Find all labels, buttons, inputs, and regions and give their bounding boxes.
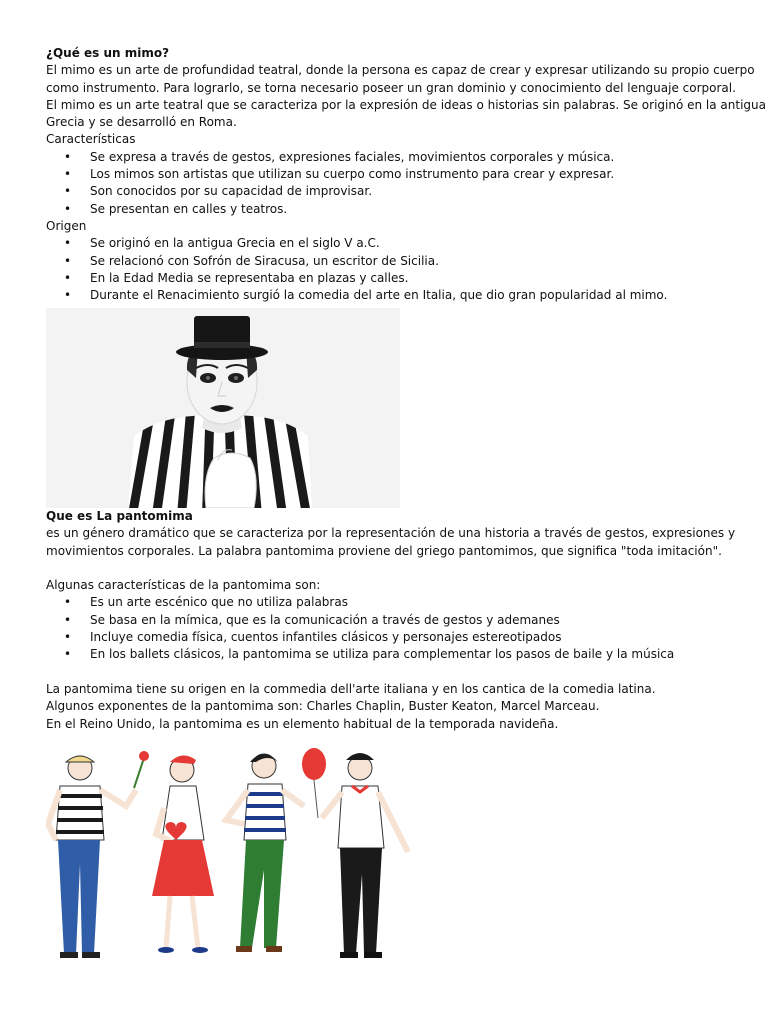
mime-origin-list — [46, 235, 726, 304]
bullet-icon: • — [64, 270, 72, 285]
mime-title: ¿Qué es un mimo? — [46, 46, 170, 60]
list-item: • En los ballets clásicos, la pantomima se utiliza para complementar los pasos de baile y la música — [46, 646, 726, 663]
pantomime-section — [46, 508, 736, 733]
mime-paragraph-line: Grecia y se desarrolló en Roma. — [46, 115, 237, 130]
pantomime-characteristics-intro: Algunas características de la pantomima son: — [46, 578, 321, 593]
cartoon-mimes-group-icon — [46, 744, 418, 970]
origin-heading: Origen — [46, 218, 87, 233]
bullet-icon: • — [64, 184, 72, 199]
bullet-icon: • — [64, 167, 72, 182]
pantomime-closing-line: La pantomima tiene su origen en la commedia dell'arte italiana y en los cantica de la comedia latina. — [46, 681, 656, 696]
pantomime-definition-line: es un género dramático que se caracteriza por la representación de una historia a través de gestos, expresiones y — [46, 526, 736, 541]
pantomime-closing-line: En el Reino Unido, la pantomima es un elemento habitual de la temporada navideña. — [46, 716, 559, 731]
spacer — [46, 664, 726, 681]
mime-paragraph-line: El mimo es un arte de profundidad teatral, donde la persona es capaz de crear y expresar utilizando su propio cuerpo — [46, 63, 755, 78]
cartoon-mimes-image — [46, 744, 418, 970]
mime-paragraph-line: como instrumento. Para lograrlo, se torna necesario poseer un gran dominio y conocimiento del lenguaje corporal. — [46, 80, 736, 95]
pantomime-closing-line: Algunos exponentes de la pantomima son: Charles Chaplin, Buster Keaton, Marcel Marceau. — [46, 699, 600, 714]
characteristics-heading: Características — [46, 132, 136, 147]
list-item: • Son conocidos por su capacidad de improvisar. — [46, 183, 726, 200]
mime-characteristics-list — [46, 149, 726, 218]
pantomime-definition-line: movimientos corporales. La palabra pantomima proviene del griego pantomimos, que significa "toda imitación". — [46, 543, 722, 558]
list-item: • Se relacionó con Sofrón de Siracusa, un escritor de Sicilia. — [46, 253, 726, 270]
bullet-icon: • — [64, 236, 72, 251]
list-item: • En la Edad Media se representaba en plazas y calles. — [46, 270, 726, 287]
bullet-icon: • — [64, 253, 72, 268]
list-item: • Durante el Renacimiento surgió la comedia del arte en Italia, que dio gran popularidad al mimo. — [46, 287, 726, 304]
bullet-icon: • — [64, 595, 72, 610]
list-item: • Es un arte escénico que no utiliza palabras — [46, 594, 726, 611]
list-item: • Se basa en la mímica, que es la comunicación a través de gestos y ademanes — [46, 612, 726, 629]
spacer — [46, 560, 726, 577]
mime-portrait-icon — [46, 308, 400, 508]
list-item: • Los mimos son artistas que utilizan su cuerpo como instrumento para crear y expresar. — [46, 166, 726, 183]
bullet-icon: • — [64, 612, 72, 627]
list-item: • Incluye comedia física, cuentos infantiles clásicos y personajes estereotipados — [46, 629, 726, 646]
list-item: • Se presentan en calles y teatros. — [46, 201, 726, 218]
bullet-icon: • — [64, 149, 72, 164]
mime-paragraph-line: El mimo es un arte teatral que se caracteriza por la expresión de ideas o historias sin palabras. Se originó en la antigua — [46, 97, 766, 112]
bullet-icon: • — [64, 288, 72, 303]
bullet-icon: • — [64, 630, 72, 645]
pantomime-title: Que es La pantomima — [46, 509, 193, 523]
list-item: • Se expresa a través de gestos, expresiones faciales, movimientos corporales y música. — [46, 149, 726, 166]
bullet-icon: • — [64, 647, 72, 662]
list-item: • Se originó en la antigua Grecia en el siglo V a.C. — [46, 235, 726, 252]
mime-section — [46, 45, 766, 304]
mime-portrait-image — [46, 308, 400, 508]
pantomime-characteristics-list — [46, 594, 726, 663]
bullet-icon: • — [64, 201, 72, 216]
